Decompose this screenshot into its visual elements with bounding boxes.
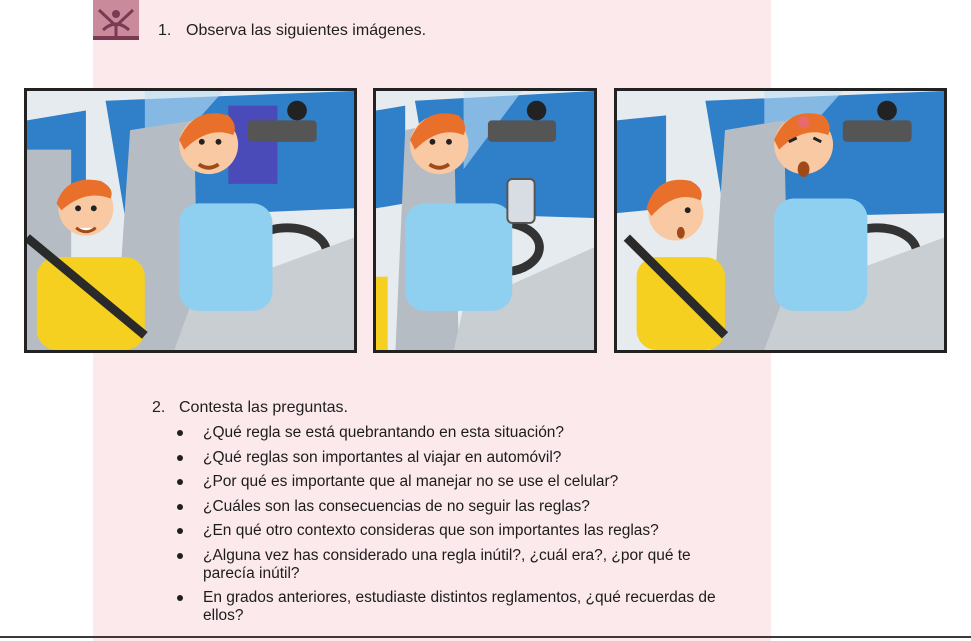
bottom-divider <box>0 636 971 638</box>
bullet-dot-icon <box>177 455 183 461</box>
emblem-icon <box>93 0 139 40</box>
list-item <box>174 589 734 625</box>
question-2-text: Contesta las preguntas. <box>179 399 348 416</box>
bullet-dot-icon <box>177 595 183 601</box>
bullet-dot-icon <box>177 504 183 510</box>
question-1-text: Observa las siguientes imágenes. <box>186 22 427 39</box>
illustration-panel-3 <box>614 88 947 353</box>
question-text: ¿Alguna vez has considerado una regla inútil?, ¿cuál era?, ¿por qué te parecía inútil? <box>203 546 691 582</box>
bullet-dot-icon <box>177 528 183 534</box>
illustration-panel-1 <box>24 88 357 353</box>
question-text: ¿Qué regla se está quebrantando en esta situación? <box>203 424 565 441</box>
list-item <box>174 424 734 442</box>
question-text: ¿Por qué es importante que al manejar no se use el celular? <box>203 473 619 490</box>
bullet-dot-icon <box>177 479 183 485</box>
list-item <box>174 547 734 583</box>
list-item <box>174 522 734 540</box>
bullet-dot-icon <box>177 430 183 436</box>
question-text: ¿Cuáles son las consecuencias de no seguir las reglas? <box>203 497 590 515</box>
question-1-number: 1. <box>158 22 172 39</box>
bullet-dot-icon <box>177 553 183 559</box>
question-2-number: 2. <box>152 399 166 416</box>
list-item <box>174 473 734 491</box>
question-text: ¿En qué otro contexto consideras que son importantes las reglas? <box>203 522 659 539</box>
question-text: ¿Qué reglas son importantes al viajar en automóvil? <box>203 448 562 466</box>
illustration-panel-2 <box>373 88 597 353</box>
list-item <box>174 498 734 516</box>
question-list <box>174 424 734 632</box>
question-2 <box>152 399 348 417</box>
question-text: En grados anteriores, estudiaste distintos reglamentos, ¿qué recuerdas de ellos? <box>203 589 716 624</box>
question-1 <box>158 22 426 40</box>
list-item <box>174 449 734 467</box>
